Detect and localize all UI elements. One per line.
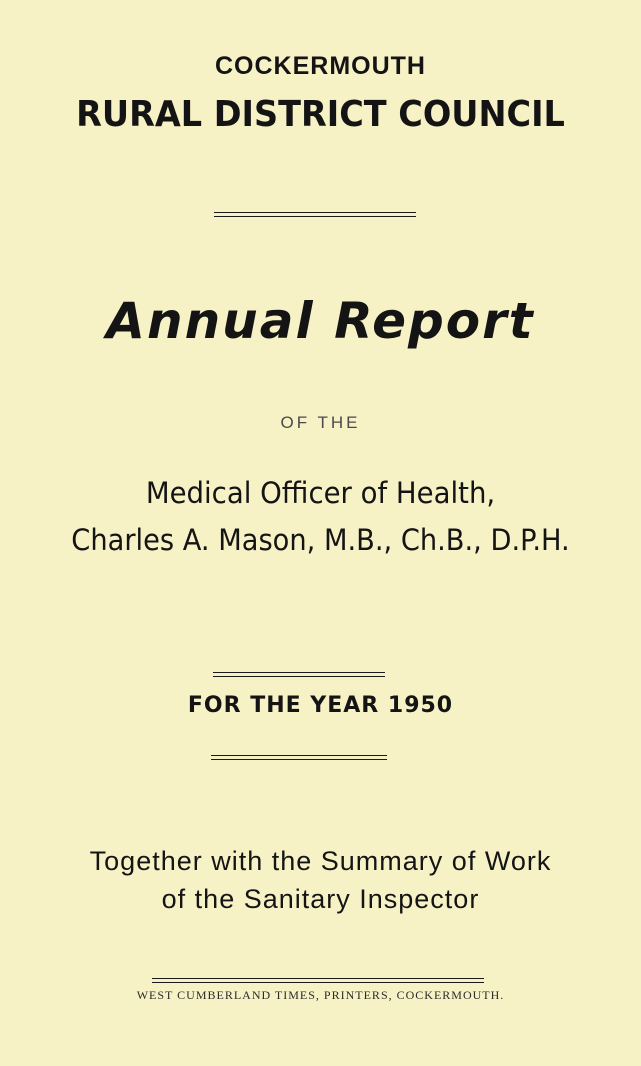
divider-rule-lower-2 bbox=[211, 759, 387, 760]
divider-rule-bottom-2 bbox=[152, 982, 484, 983]
council-name-heading: RURAL DISTRICT COUNCIL bbox=[76, 94, 565, 135]
divider-rule-top-2 bbox=[214, 216, 416, 217]
council-town-heading: COCKERMOUTH bbox=[215, 52, 426, 80]
divider-rule-top-1 bbox=[214, 212, 416, 213]
subtitle-line-2: of the Sanitary Inspector bbox=[161, 884, 480, 914]
subtitle-line-1: Together with the Summary of Work bbox=[89, 846, 552, 876]
report-title: Annual Report bbox=[106, 292, 535, 350]
officer-title: Medical Officer of Health, bbox=[145, 476, 496, 510]
divider-rule-mid-2 bbox=[213, 676, 385, 677]
divider-rule-mid-1 bbox=[213, 672, 385, 673]
officer-name: Charles A. Mason, M.B., Ch.B., D.P.H. bbox=[71, 523, 570, 557]
of-the-label: OF THE bbox=[280, 413, 361, 432]
report-year: FOR THE YEAR 1950 bbox=[187, 693, 454, 718]
printer-imprint: WEST CUMBERLAND TIMES, PRINTERS, COCKERMOUTH. bbox=[136, 988, 505, 1002]
divider-rule-bottom-1 bbox=[152, 978, 484, 979]
divider-rule-lower-1 bbox=[211, 755, 387, 756]
